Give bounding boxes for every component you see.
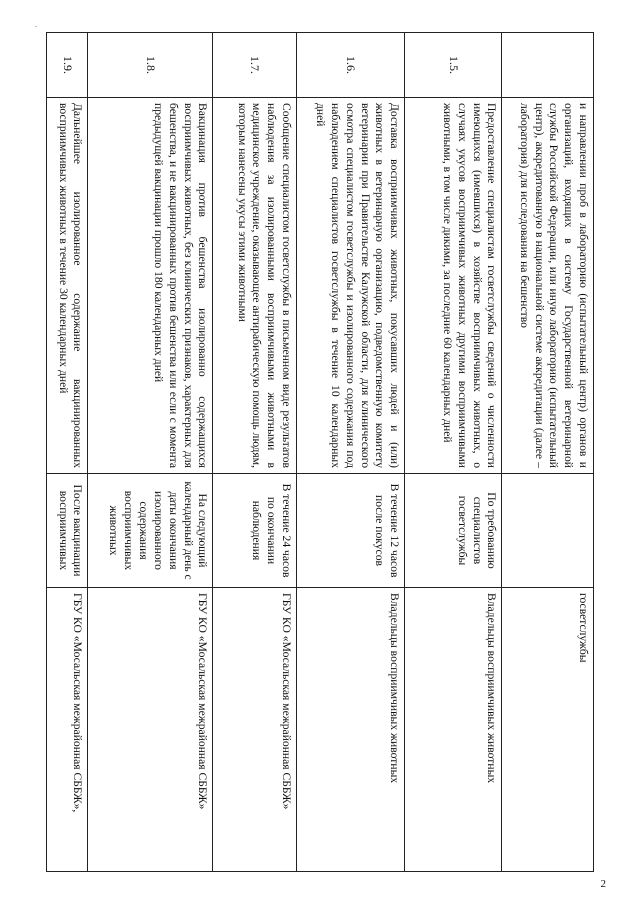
measure-term: По требованию специалистов госветслужбы — [405, 474, 502, 588]
item-number: 1.6. — [297, 33, 405, 98]
measure-description: Сообщение специалистом госветслужбы в письменном виде результатов наблюдения за изолированными восприимчивыми животными в медицинское учреждение, оказывающее антирабическую помощь людям, которым нанесены укусы этими животными — [213, 98, 297, 474]
measure-responsible: Владельцы восприимчивых животных — [405, 588, 502, 872]
item-number: 1.5. — [405, 33, 502, 98]
measure-description: Доставка восприимчивых животных, покусавших людей и (или) животных в ветеринарную организацию, подведомственную комитету ветеринарии при Правительстве Калужской области, для клинического осмотра специалистом госветслужбы и изолированного содержания под наблюдением специалистов госветслужбы в течение 10 календарных дней — [297, 98, 405, 474]
measure-responsible: ГБУ КО «Мосальская межрайонная СББЖ» — [88, 588, 213, 872]
item-number: 1.7. — [213, 33, 297, 98]
measure-term: На следующий календарный день с даты окончания изолированного содержания восприимчивых животных — [88, 474, 213, 588]
table-row — [47, 33, 88, 872]
rotated-page-content — [46, 32, 594, 872]
measure-description: Предоставление специалистам госветслужбы сведений о численности имеющихся (имевшихся) в хозяйстве восприимчивых животных, о случаях укусов восприимчивых животных другими восприимчивыми животными, в том числе дикими, за последние 60 календарных дней — [405, 98, 502, 474]
measure-term: После вакцинации восприимчивых — [47, 474, 88, 588]
measure-responsible: ГБУ КО «Мосальская межрайонная СББЖ» — [213, 588, 297, 872]
item-number: 1.9. — [47, 33, 88, 98]
page-number: 2 — [600, 878, 606, 890]
item-number — [502, 33, 594, 98]
table-row — [405, 33, 502, 872]
measure-description: Вакцинация против бешенства изолированно содержащихся восприимчивых животных, без клинических признаков, характерных для бешенства, и не вакцинированных против бешенства или если с момента предыдущей вакцинации прошло 180 календарных дней — [88, 98, 213, 474]
measure-term: В течение 12 часов после покусов — [297, 474, 405, 588]
table-row — [213, 33, 297, 872]
measure-description: и направлении проб в лабораторию (испытательный центр) органов и организаций, входящих в систему Государственной ветеринарной службы Российской Федерации, или иную лабораторию (испытательный центр), аккредитованную в национальной системе аккредитации (далее – лаборатория) для исследования на бешенство — [502, 98, 594, 474]
measure-responsible: Владельцы восприимчивых животных — [297, 588, 405, 872]
measure-responsible: ГБУ КО «Мосальская межрайонная СББЖ», — [47, 588, 88, 872]
measures-table — [46, 32, 594, 872]
table-row — [88, 33, 213, 872]
measure-term: В течение 24 часов по окончании наблюдения — [213, 474, 297, 588]
table-row — [297, 33, 405, 872]
measure-responsible: госветслужбы — [502, 588, 594, 872]
measure-term — [502, 474, 594, 588]
measure-description: Дальнейшее изолированное содержание вакцинированных восприимчивых животных в течение 30 календарных дней — [47, 98, 88, 474]
item-number: 1.8. — [88, 33, 213, 98]
table-row — [502, 33, 594, 872]
scan-speck: . — [35, 20, 37, 29]
